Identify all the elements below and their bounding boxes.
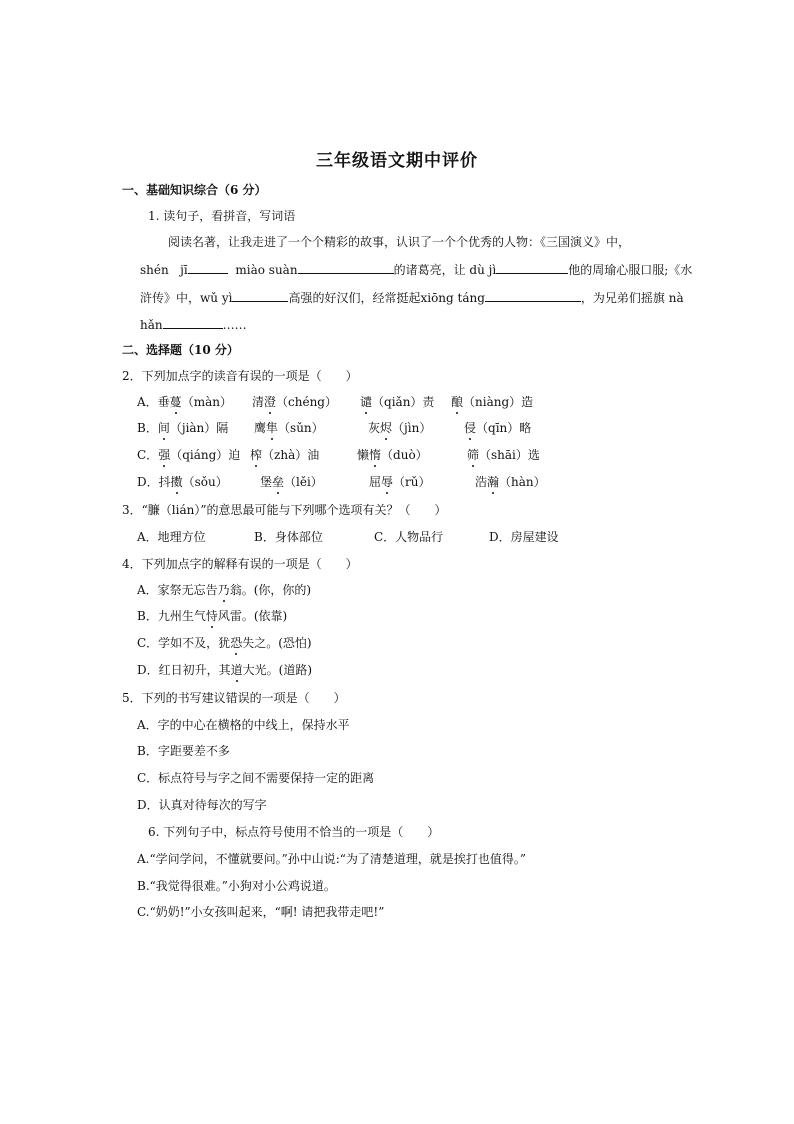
question-1-label: 1. 读句子，看拼音，写词语 — [148, 209, 296, 223]
q2-option-a-word-4[interactable]: 酿（niàng）造 — [451, 395, 534, 409]
question-3-stem: 3．“臁（lián）”的意思最可能与下列哪个选项有关？（ ） — [122, 503, 447, 517]
question-4-stem: 4．下列加点字的解释有误的一项是（ ） — [122, 557, 358, 571]
q2-option-a-word-2[interactable]: 清澄（chéng） — [252, 395, 337, 409]
q2-option-d-word-1[interactable]: D．抖擞（sǒu） — [137, 475, 228, 489]
text-weixiongdi: ，为兄弟们摇旗 — [580, 291, 665, 305]
q5-option-d[interactable]: D．认真对待每次的写字 — [137, 798, 267, 812]
q1-paragraph-line-4 — [140, 316, 247, 333]
pinyin-xiongtang: xiōng táng — [420, 291, 485, 305]
q4-option-d[interactable]: D．红日初升，其道大光。(道路) — [137, 663, 313, 677]
text-zhouyu: 他的周瑜心服口服;《水 — [568, 263, 693, 277]
q2-option-d-word-2[interactable]: 堡垒（lěi） — [260, 475, 323, 489]
q6-option-a[interactable]: A.“学问学问，不懂就要问。”孙中山说:“为了清楚道理，就是挨打也值得。” — [137, 852, 527, 866]
pinyin-duji: dù jì — [469, 263, 497, 277]
q2-option-b-word-2[interactable]: 鹰隼（sǔn） — [254, 421, 324, 435]
q2-option-c-word-1[interactable]: C．强（qiáng）迫 — [137, 448, 241, 462]
q5-option-c[interactable]: C．标点符号与字之间不需要保持一定的距离 — [137, 771, 375, 785]
q2-option-b-word-4[interactable]: 侵（qīn）略 — [464, 421, 532, 435]
question-2-stem: 2．下列加点字的读音有误的一项是（ ） — [122, 369, 358, 383]
q2-option-c-word-4[interactable]: 筛（shāi）选 — [467, 448, 540, 462]
pinyin-miaosuan: miào suàn — [235, 263, 298, 277]
text-dots: …… — [222, 318, 247, 332]
question-5-stem: 5．下列的书写建议错误的一项是（ ） — [122, 691, 346, 705]
q2-option-b-word-1[interactable]: B．间（jiàn）隔 — [137, 421, 229, 435]
q1-paragraph-line-2 — [140, 261, 692, 278]
q2-option-d-word-3[interactable]: 屈辱（rǔ） — [369, 475, 431, 489]
q6-option-b[interactable]: B.“我觉得很难。”小狗对小公鸡说道。 — [137, 879, 336, 893]
q2-option-a-word-1[interactable]: A．垂蔓（màn） — [137, 395, 232, 409]
text-gaoqiang: 高强的好汉们，经常挺起 — [288, 291, 421, 305]
q4-option-c[interactable]: C．学如不及，犹恐失之。(恐怕) — [137, 636, 312, 650]
question-6-stem: 6. 下列句子中，标点符号使用不恰当的一项是（ ） — [148, 825, 440, 839]
q2-option-d-word-4[interactable]: 浩瀚（hàn） — [475, 475, 546, 489]
answer-blank-miaosuan[interactable] — [298, 261, 394, 274]
q1-paragraph-line-1: 阅读名著，让我走进了一个个精彩的故事，认识了一个个优秀的人物：《三国演义》中， — [168, 235, 631, 249]
answer-blank-shenji[interactable] — [188, 261, 228, 274]
pinyin-wuyi: wǔ yì — [200, 291, 233, 305]
text-zhuge: 的诸葛亮，让 — [393, 263, 466, 277]
answer-blank-nahan[interactable] — [163, 316, 223, 329]
answer-blank-duji[interactable] — [496, 261, 568, 274]
answer-blank-wuyi[interactable] — [232, 289, 288, 302]
q6-option-c[interactable]: C.“奶奶!”小女孩叫起来，“啊! 请把我带走吧!” — [137, 905, 385, 919]
q5-option-a[interactable]: A．字的中心在横格的中线上，保持水平 — [137, 718, 350, 732]
q2-option-a-word-3[interactable]: 谴（qiǎn）责 — [360, 395, 435, 409]
q4-option-a[interactable]: A．家祭无忘告乃翁。(你，你的) — [137, 583, 312, 597]
text-hu: 浒传》中， — [140, 291, 201, 305]
q2-option-c-word-2[interactable]: 榨（zhà）油 — [250, 448, 320, 462]
pinyin-na: nà — [668, 291, 684, 305]
q1-paragraph-line-3 — [140, 289, 684, 306]
q4-option-b[interactable]: B．九州生气恃风雷。(依靠) — [137, 609, 288, 623]
pinyin-han: hǎn — [140, 318, 163, 332]
q5-option-b[interactable]: B．字距要差不多 — [137, 744, 230, 758]
q2-option-c-word-3[interactable]: 懒惰（duò） — [357, 448, 428, 462]
section-1-heading: 一、基础知识综合（6 分） — [122, 183, 267, 197]
answer-blank-xiongtang[interactable] — [485, 289, 581, 302]
q3-option-c[interactable]: C．人物品行 — [374, 530, 444, 544]
pinyin-ji: jī — [180, 263, 188, 277]
q2-option-b-word-3[interactable]: 灰烬（jìn） — [368, 421, 432, 435]
q3-option-d[interactable]: D．房屋建设 — [489, 530, 559, 544]
q3-option-a[interactable]: A．地理方位 — [137, 530, 206, 544]
section-2-heading: 二、选择题（10 分） — [122, 343, 239, 357]
page-title: 三年级语文期中评价 — [316, 151, 478, 171]
q3-option-b[interactable]: B．身体部位 — [254, 530, 323, 544]
pinyin-shen: shén — [140, 263, 169, 277]
